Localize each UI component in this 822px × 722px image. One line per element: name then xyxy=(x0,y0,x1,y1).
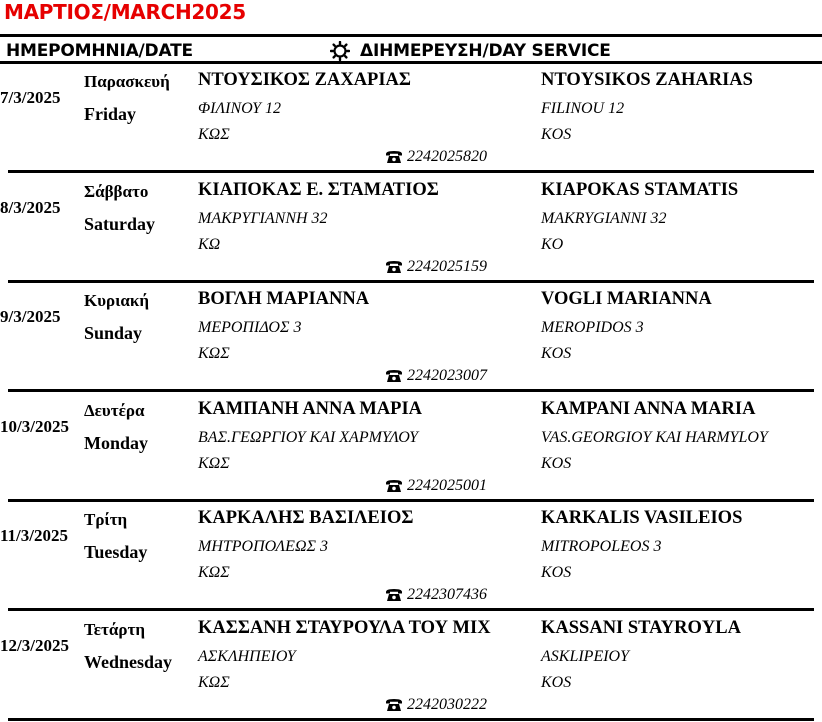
entry-date: 9/3/2025 xyxy=(0,307,61,326)
date-column-header: ΗΜΕΡΟΜΗΝΙΑ/DATE xyxy=(6,41,193,61)
city-greek: ΚΩΣ xyxy=(198,564,230,581)
address-greek: ΦΙΛΙΝΟΥ 12 xyxy=(198,100,281,117)
phone-icon xyxy=(385,150,403,164)
service-column-header xyxy=(330,41,611,61)
phone-digits: 2242023007 xyxy=(407,367,487,384)
address-english: MAKRYGIANNI 32 xyxy=(541,209,667,227)
day-name-english: Sunday xyxy=(84,323,143,343)
city-english: KO xyxy=(541,235,564,253)
day-name-greek: Κυριακή xyxy=(84,291,149,310)
list-item xyxy=(0,393,822,502)
day-name-greek: Σάββατο xyxy=(84,181,149,201)
day-name-english: Saturday xyxy=(84,213,156,234)
city-greek: ΚΩΣ xyxy=(198,126,230,143)
pharmacy-name-greek: ΝΤΟΥΣΙΚΟΣ ΖΑΧΑΡΙΑΣ xyxy=(198,70,412,90)
entry-date: 8/3/2025 xyxy=(0,197,61,217)
address-greek: ΜΕΡΟΠΙΔΟΣ 3 xyxy=(198,319,302,336)
city-greek: ΚΩ xyxy=(198,235,221,253)
city-greek: ΚΩΣ xyxy=(198,454,230,472)
phone-number[interactable] xyxy=(385,477,487,495)
phone-icon xyxy=(385,479,403,493)
entry-date: 10/3/2025 xyxy=(0,416,69,436)
phone-digits: 2242025820 xyxy=(407,148,487,165)
city-greek: ΚΩΣ xyxy=(198,673,230,691)
entry-date: 7/3/2025 xyxy=(0,88,61,107)
city-english: KOS xyxy=(541,673,572,691)
phone-number[interactable] xyxy=(385,258,487,276)
pharmacy-name-english: KIAPOKAS STAMATIS xyxy=(541,179,739,200)
address-english: MEROPIDOS 3 xyxy=(541,319,644,336)
list-item xyxy=(0,612,822,721)
phone-number[interactable] xyxy=(385,586,487,604)
day-name-english: Friday xyxy=(84,104,136,124)
city-english: KOS xyxy=(541,454,572,472)
day-name-english: Tuesday xyxy=(84,542,148,562)
phone-icon xyxy=(385,369,403,383)
entry-date: 12/3/2025 xyxy=(0,635,69,655)
city-greek: ΚΩΣ xyxy=(198,345,230,362)
address-greek: ΑΣΚΛΗΠΕΙΟΥ xyxy=(198,647,296,665)
day-name-english: Monday xyxy=(84,432,149,453)
table-header xyxy=(0,34,822,64)
pharmacy-name-greek: ΚΑΜΠΑΝΗ ΑΝΝΑ ΜΑΡΙΑ xyxy=(198,398,423,419)
pharmacy-name-english: KASSANI STAYROYLA xyxy=(541,617,741,638)
day-name-english: Wednesday xyxy=(84,651,173,672)
pharmacy-name-greek: ΚΑΣΣΑΝΗ ΣΤΑΥΡΟΥΛΑ ΤΟΥ ΜΙΧ xyxy=(198,617,491,638)
address-greek: ΒΑΣ.ΓΕΩΡΓΙΟΥ ΚΑΙ ΧΑΡΜΥΛΟΥ xyxy=(198,428,419,446)
list-item xyxy=(0,283,822,392)
pharmacy-name-greek: ΒΟΓΛΗ ΜΑΡΙΑΝΝΑ xyxy=(198,289,370,309)
phone-number[interactable] xyxy=(385,696,487,714)
phone-digits: 2242025001 xyxy=(407,476,487,494)
pharmacy-name-english: NTOYSIKOS ZAHARIAS xyxy=(541,70,753,90)
phone-icon xyxy=(385,588,403,602)
address-english: VAS.GEORGIOY KAI HARMYLOY xyxy=(541,428,768,446)
address-english: FILINOU 12 xyxy=(541,100,625,117)
list-item xyxy=(0,174,822,283)
day-name-greek: Δευτέρα xyxy=(84,400,145,420)
phone-icon xyxy=(385,698,403,712)
address-greek: ΜΑΚΡΥΓΙΑΝΝΗ 32 xyxy=(198,209,328,227)
pharmacy-name-greek: ΚΑΡΚΑΛΗΣ ΒΑΣΙΛΕΙΟΣ xyxy=(198,508,414,528)
address-greek: ΜΗΤΡΟΠΟΛΕΩΣ 3 xyxy=(198,538,329,555)
sun-icon xyxy=(330,41,350,61)
list-item xyxy=(0,64,822,173)
city-english: KOS xyxy=(541,564,572,581)
page-title: ΜΑΡΤΙΟΣ/MARCH2025 xyxy=(4,0,246,24)
day-name-greek: Παρασκευή xyxy=(84,72,170,91)
phone-number[interactable] xyxy=(385,367,487,385)
phone-digits: 2242307436 xyxy=(407,586,487,603)
phone-icon xyxy=(385,260,403,274)
phone-digits: 2242025159 xyxy=(407,257,487,275)
list-item xyxy=(0,502,822,611)
service-label: ΔΙΗΜΕΡΕΥΣΗ/DAY SERVICE xyxy=(360,41,611,61)
city-english: KOS xyxy=(541,345,572,362)
entry-date: 11/3/2025 xyxy=(0,526,69,545)
phone-digits: 2242030222 xyxy=(407,695,487,713)
pharmacy-name-greek: ΚΙΑΠΟΚΑΣ Ε. ΣΤΑΜΑΤΙΟΣ xyxy=(198,179,439,200)
pharmacy-name-english: VOGLI MARIANNA xyxy=(541,289,712,309)
address-english: ASKLIPEIOY xyxy=(541,647,629,665)
day-name-greek: Τρίτη xyxy=(84,510,128,529)
phone-number[interactable] xyxy=(385,148,487,166)
pharmacy-name-english: KARKALIS VASILEIOS xyxy=(541,508,743,528)
pharmacy-name-english: KAMPANI ANNA MARIA xyxy=(541,398,756,419)
city-english: KOS xyxy=(541,126,572,143)
day-name-greek: Τετάρτη xyxy=(84,619,145,639)
address-english: MITROPOLEOS 3 xyxy=(541,538,662,555)
row-divider xyxy=(8,718,814,721)
